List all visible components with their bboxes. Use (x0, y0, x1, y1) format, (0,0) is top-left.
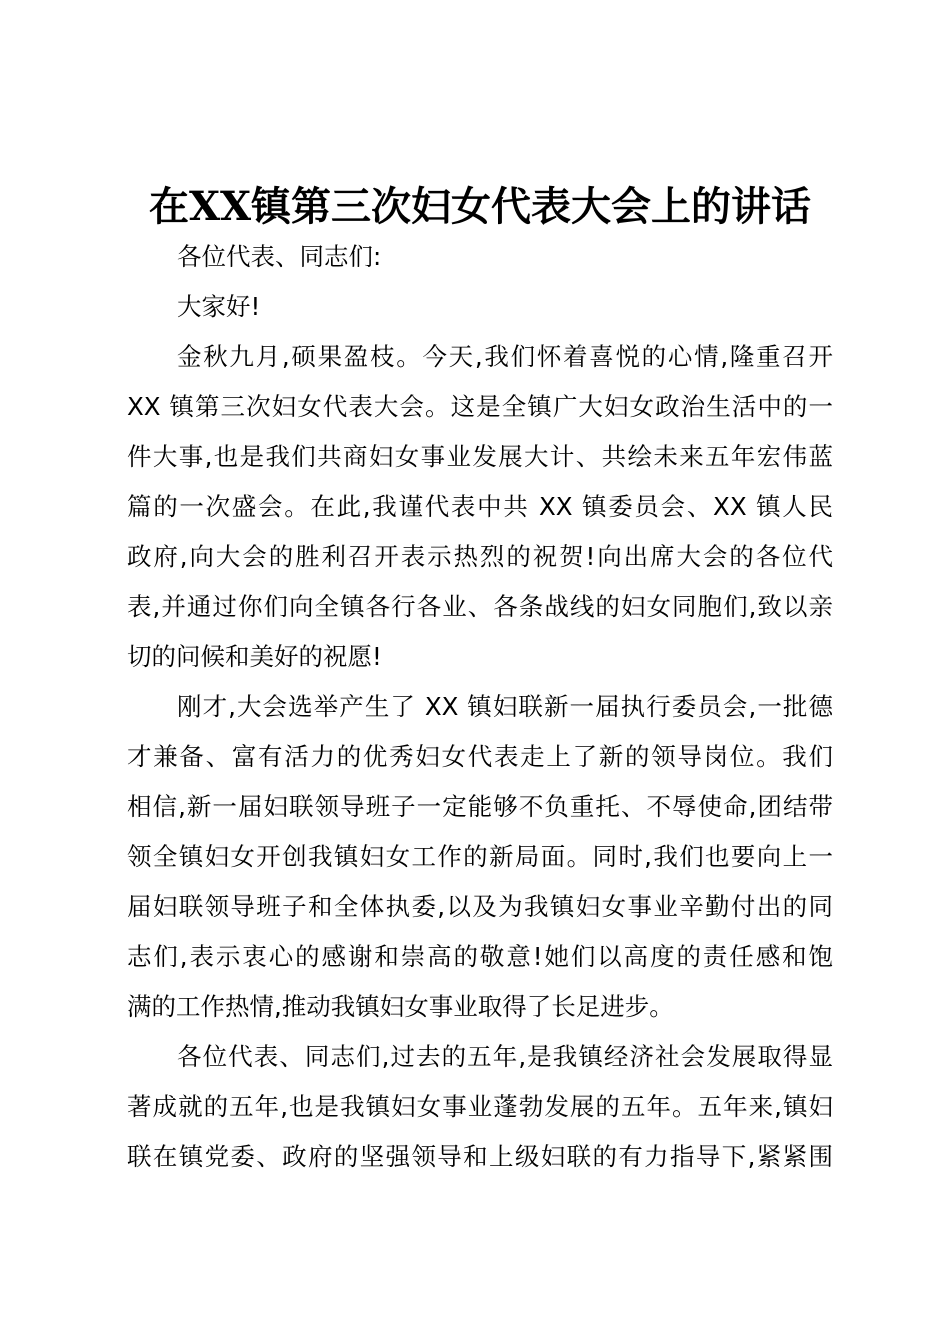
paragraph-line: 著成就的五年,也是我镇妇女事业蓬勃发展的五年。五年来,镇妇 (127, 1092, 833, 1121)
paragraph-line: 各位代表、同志们,过去的五年,是我镇经济社会发展取得显 (177, 1042, 833, 1071)
paragraph (127, 1032, 833, 1182)
paragraph-line: 政府,向大会的胜利召开表示热烈的祝贺!向出席大会的各位代 (127, 542, 833, 571)
document-title: 在XX镇第三次妇女代表大会上的讲话 (148, 183, 812, 230)
paragraph (127, 282, 833, 332)
paragraph-line: 大家好! (177, 292, 261, 321)
paragraph-line: 表,并通过你们向全镇各行各业、各条战线的妇女同胞们,致以亲 (127, 592, 833, 621)
paragraph-line: 志们,表示衷心的感谢和崇高的敬意!她们以高度的责任感和饱 (127, 942, 833, 971)
paragraph-line: 篇的一次盛会。在此,我谨代表中共 XX 镇委员会、XX 镇人民 (127, 492, 833, 521)
paragraph (127, 682, 833, 1032)
paragraph-line: 件大事,也是我们共商妇女事业发展大计、共绘未来五年宏伟蓝 (127, 442, 833, 471)
paragraph-line: 相信,新一届妇联领导班子一定能够不负重托、不辱使命,团结带 (127, 792, 833, 821)
paragraph-line: 才兼备、富有活力的优秀妇女代表走上了新的领导岗位。我们 (127, 742, 833, 771)
paragraph-line: 领全镇妇女开创我镇妇女工作的新局面。同时,我们也要向上一 (127, 842, 833, 871)
document-body (127, 232, 833, 1182)
paragraph (127, 332, 833, 682)
paragraph-line: 切的问候和美好的祝愿! (127, 642, 382, 671)
paragraph-line: 金秋九月,硕果盈枝。今天,我们怀着喜悦的心情,隆重召开 (177, 342, 833, 371)
paragraph-line: 各位代表、同志们: (177, 242, 382, 271)
paragraph-line: XX 镇第三次妇女代表大会。这是全镇广大妇女政治生活中的一 (127, 392, 833, 421)
paragraph-line: 联在镇党委、政府的坚强领导和上级妇联的有力指导下,紧紧围 (127, 1142, 833, 1171)
paragraph-line: 届妇联领导班子和全体执委,以及为我镇妇女事业辛勤付出的同 (127, 892, 833, 921)
paragraph (127, 232, 833, 282)
paragraph-line: 满的工作热情,推动我镇妇女事业取得了长足进步。 (127, 992, 674, 1021)
paragraph-line: 刚才,大会选举产生了 XX 镇妇联新一届执行委员会,一批德 (177, 692, 833, 721)
document-page (127, 182, 833, 1182)
